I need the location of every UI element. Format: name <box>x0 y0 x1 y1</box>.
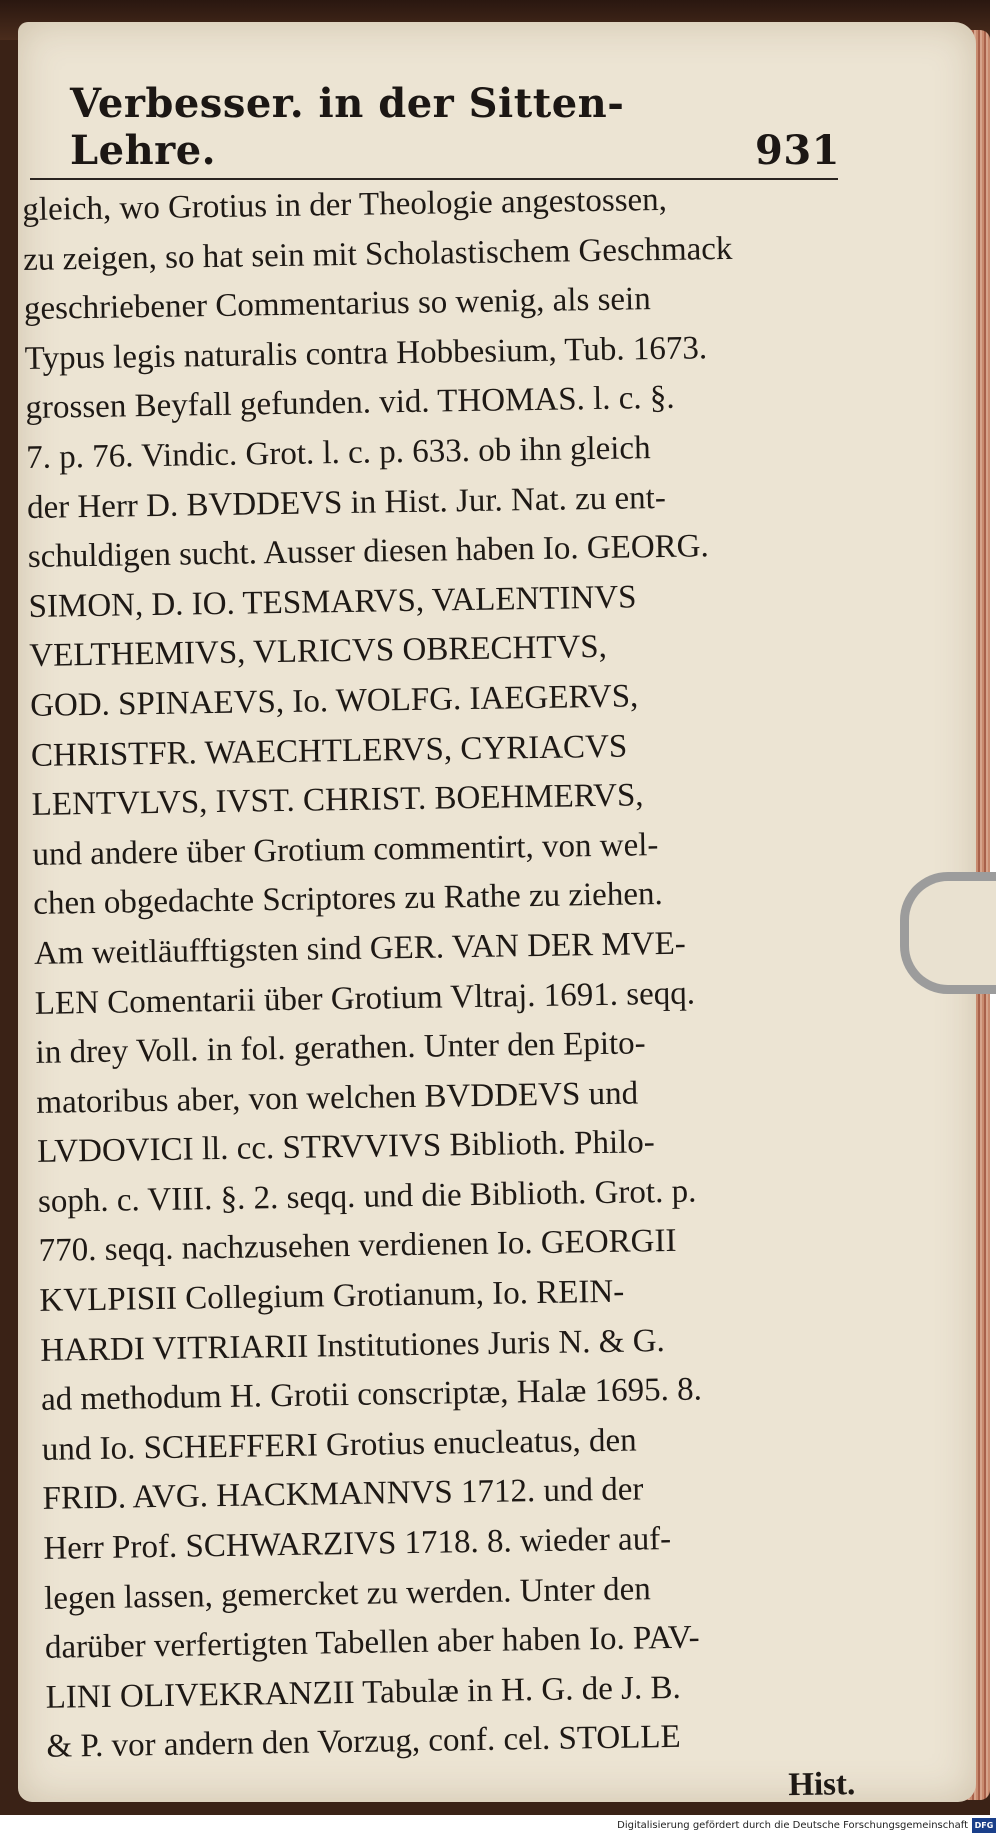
bookmark-clip <box>900 872 996 994</box>
text-line: Am weitläufftigsten sind GER. VAN DER MVE- <box>33 925 686 972</box>
text-line: LEN Comentarii über Grotium Vltraj. 1691. seqq. <box>34 975 696 1022</box>
running-head <box>70 80 840 174</box>
text-line: matoribus aber, von welchen BVDDEVS und <box>36 1075 639 1121</box>
text-line: legen lassen, gemercket zu werden. Unter den <box>43 1570 651 1617</box>
text-line: ad methodum H. Grotii conscriptæ, Halæ 1695. 8. <box>40 1371 703 1419</box>
text-line: LVDOVICI ll. cc. STRVVIVS Biblioth. Philo- <box>36 1124 656 1171</box>
text-line: grossen Beyfall gefunden. vid. THOMAS. l. c. §. <box>25 380 675 427</box>
text-line: zu zeigen, so hat sein mit Scholastischem Geschmack <box>22 230 733 278</box>
text-line: chen obgedachte Scriptores zu Rathe zu ziehen. <box>33 876 663 923</box>
text-line: Herr Prof. SCHWARZIVS 1718. 8. wieder auf- <box>43 1521 672 1567</box>
text-line: 770. seqq. nachzusehen verdienen Io. GEORGII <box>38 1223 677 1270</box>
text-line: Typus legis naturalis contra Hobbesium, Tub. 1673. <box>24 330 708 377</box>
text-line: schuldigen sucht. Ausser diesen haben Io. GEORG. <box>27 528 709 576</box>
text-line: LINI OLIVEKRANZII Tabulæ in H. G. de J. B. <box>45 1669 681 1716</box>
body-text <box>22 173 870 1822</box>
text-line: soph. c. VIII. §. 2. seqq. und die Biblioth. Grot. p. <box>37 1173 697 1220</box>
text-line: gleich, wo Grotius in der Theologie angestossen, <box>22 181 668 228</box>
text-line: HARDI VITRIARII Institutiones Juris N. & G. <box>40 1322 666 1369</box>
text-line: der Herr D. BVDDEVS in Hist. Jur. Nat. zu ent- <box>26 479 667 526</box>
text-line: KVLPISII Collegium Grotianum, Io. REIN- <box>39 1273 625 1319</box>
text-line: 7. p. 76. Vindic. Grot. l. c. p. 633. ob ihn gleich <box>25 430 651 476</box>
text-line: in drey Voll. in fol. gerathen. Unter den Epito- <box>35 1025 646 1071</box>
text-line: FRID. AVG. HACKMANNVS 1712. und der <box>42 1471 644 1518</box>
digitization-footer <box>0 1815 1000 1837</box>
text-line: und andere über Grotium commentirt, von wel- <box>32 826 659 873</box>
footer-credit: Digitalisierung gefördert durch die Deutsche Forschungsgemeinschaft <box>617 1820 968 1831</box>
text-line: VELTHEMIVS, VLRICVS OBRECHTVS, <box>29 629 608 675</box>
text-line: darüber verfertigten Tabellen aber haben Io. PAV- <box>44 1619 700 1667</box>
catchword: Hist. <box>788 1766 856 1804</box>
text-line: LENTVLVS, IVST. CHRIST. BOEHMERVS, <box>31 777 644 824</box>
text-line: & P. vor andern den Vorzug, conf. cel. STOLLE <box>46 1719 681 1766</box>
text-line: GOD. SPINAEVS, Io. WOLFG. IAEGERVS, <box>29 678 639 724</box>
text-line: CHRISTFR. WAECHTLERVS, CYRIACVS <box>30 728 628 774</box>
page-number: 931 <box>755 127 840 174</box>
running-head-title: Verbesser. in der Sitten-Lehre. <box>70 80 625 174</box>
dfg-logo: DFG <box>972 1818 996 1833</box>
text-line: geschriebener Commentarius so wenig, als sein <box>23 281 651 328</box>
text-line: und Io. SCHEFFERI Grotius enucleatus, den <box>41 1422 637 1468</box>
text-line: SIMON, D. IO. TESMARVS, VALENTINVS <box>28 579 637 625</box>
